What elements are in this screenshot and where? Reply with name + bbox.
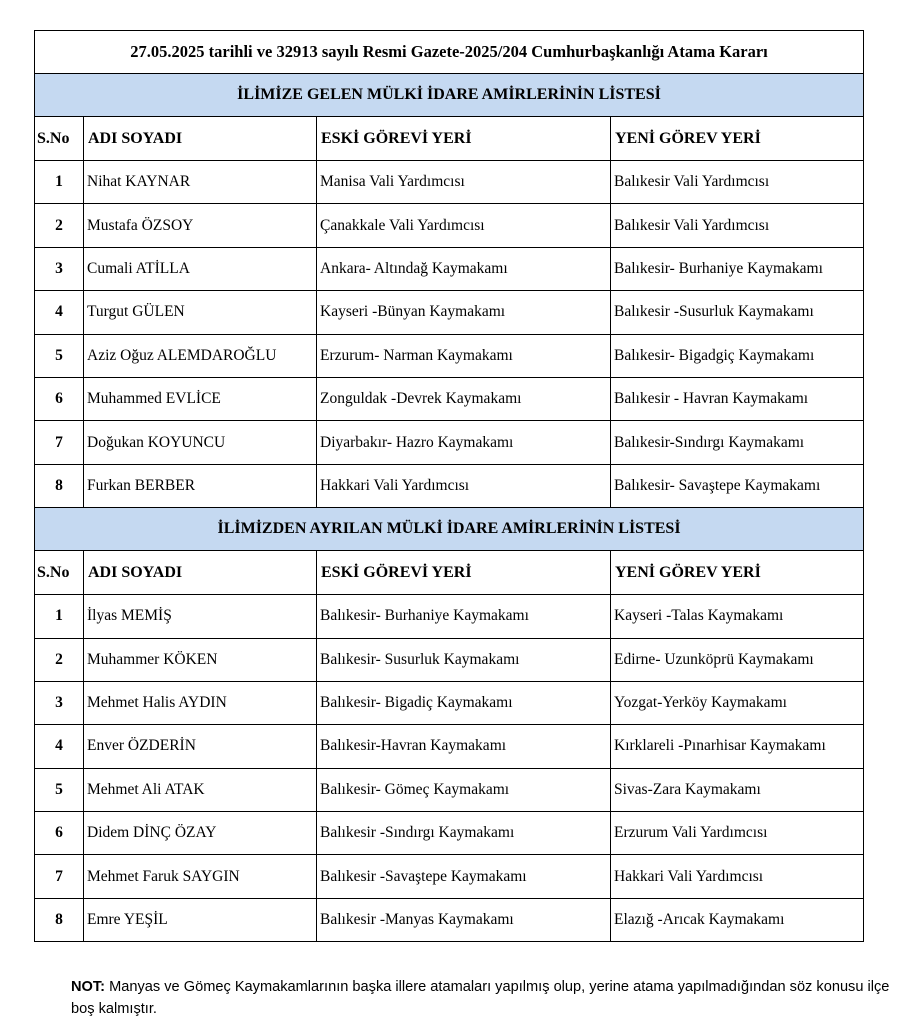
column-header-previous-post: ESKİ GÖREVİ YERİ [317,117,611,161]
row-number: 3 [35,681,84,724]
new-post: Kayseri -Talas Kaymakamı [611,595,864,638]
person-name: Mustafa ÖZSOY [84,204,317,247]
new-post: Balıkesir Vali Yardımcısı [611,204,864,247]
column-header-row-number: S.No [35,117,84,161]
row-number: 1 [35,595,84,638]
footnote-label: NOT: [71,979,106,995]
person-name: Aziz Oğuz ALEMDAROĞLU [84,334,317,377]
new-post: Yozgat-Yerköy Kaymakamı [611,681,864,724]
new-post: Balıkesir- Bigadgiç Kaymakamı [611,334,864,377]
document-title: 27.05.2025 tarihli ve 32913 sayılı Resmi Gazete-2025/204 Cumhurbaşkanlığı Atama Kararı [35,31,864,74]
person-name: Muhammer KÖKEN [84,638,317,681]
appointments-table [34,30,864,942]
column-header-new-post: YENİ GÖREV YERİ [611,551,864,595]
previous-post: Hakkari Vali Yardımcısı [317,464,611,507]
table-row [35,204,864,247]
table-row [35,812,864,855]
new-post: Balıkesir- Savaştepe Kaymakamı [611,464,864,507]
person-name: Furkan BERBER [84,464,317,507]
previous-post: Balıkesir- Bigadiç Kaymakamı [317,681,611,724]
column-header-person-name: ADI SOYADI [84,551,317,595]
table-row [35,464,864,507]
table-row [35,855,864,898]
person-name: Cumali ATİLLA [84,247,317,290]
table-row [35,421,864,464]
previous-post: Ankara- Altındağ Kaymakamı [317,247,611,290]
previous-post: Kayseri -Bünyan Kaymakamı [317,291,611,334]
row-number: 7 [35,421,84,464]
column-header-person-name: ADI SOYADI [84,117,317,161]
person-name: Mehmet Ali ATAK [84,768,317,811]
table-row [35,595,864,638]
row-number: 2 [35,638,84,681]
column-header-row-number: S.No [35,551,84,595]
previous-post: Erzurum- Narman Kaymakamı [317,334,611,377]
row-number: 7 [35,855,84,898]
row-number: 8 [35,464,84,507]
previous-post: Balıkesir -Manyas Kaymakamı [317,898,611,941]
table-row [35,768,864,811]
column-header-new-post: YENİ GÖREV YERİ [611,117,864,161]
person-name: Mehmet Halis AYDIN [84,681,317,724]
footnote-text: Manyas ve Gömeç Kaymakamlarının başka illere atamaları yapılmış olup, yerine atama yapılmadığından söz konusu ilçe boş kalmıştır. [71,979,890,1017]
document [34,30,890,1017]
previous-post: Balıkesir -Savaştepe Kaymakamı [317,855,611,898]
row-number: 5 [35,334,84,377]
table-row [35,681,864,724]
outgoing-section-column-header-row [35,551,864,595]
row-number: 8 [35,898,84,941]
table-row [35,898,864,941]
row-number: 6 [35,812,84,855]
previous-post: Diyarbakır- Hazro Kaymakamı [317,421,611,464]
table-row [35,334,864,377]
row-number: 5 [35,768,84,811]
table-row [35,725,864,768]
previous-post: Manisa Vali Yardımcısı [317,161,611,204]
person-name: Emre YEŞİL [84,898,317,941]
new-post: Hakkari Vali Yardımcısı [611,855,864,898]
outgoing-section-heading: İLİMİZDEN AYRILAN MÜLKİ İDARE AMİRLERİNİN LİSTESİ [35,508,864,551]
column-header-previous-post: ESKİ GÖREVİ YERİ [317,551,611,595]
row-number: 4 [35,291,84,334]
incoming-section-heading: İLİMİZE GELEN MÜLKİ İDARE AMİRLERİNİN LİSTESİ [35,74,864,117]
person-name: Mehmet Faruk SAYGIN [84,855,317,898]
new-post: Balıkesir- Burhaniye Kaymakamı [611,247,864,290]
previous-post: Balıkesir- Susurluk Kaymakamı [317,638,611,681]
new-post: Kırklareli -Pınarhisar Kaymakamı [611,725,864,768]
row-number: 3 [35,247,84,290]
table-row [35,377,864,420]
row-number: 1 [35,161,84,204]
new-post: Balıkesir - Havran Kaymakamı [611,377,864,420]
person-name: Didem DİNÇ ÖZAY [84,812,317,855]
table-row [35,247,864,290]
new-post: Balıkesir -Susurluk Kaymakamı [611,291,864,334]
previous-post: Çanakkale Vali Yardımcısı [317,204,611,247]
row-number: 6 [35,377,84,420]
new-post: Balıkesir-Sındırgı Kaymakamı [611,421,864,464]
previous-post: Zonguldak -Devrek Kaymakamı [317,377,611,420]
new-post: Erzurum Vali Yardımcısı [611,812,864,855]
previous-post: Balıkesir- Gömeç Kaymakamı [317,768,611,811]
new-post: Sivas-Zara Kaymakamı [611,768,864,811]
row-number: 2 [35,204,84,247]
person-name: İlyas MEMİŞ [84,595,317,638]
previous-post: Balıkesir- Burhaniye Kaymakamı [317,595,611,638]
person-name: Muhammed EVLİCE [84,377,317,420]
table-row [35,161,864,204]
person-name: Doğukan KOYUNCU [84,421,317,464]
table-row [35,291,864,334]
table-row [35,638,864,681]
person-name: Turgut GÜLEN [84,291,317,334]
previous-post: Balıkesir -Sındırgı Kaymakamı [317,812,611,855]
person-name: Nihat KAYNAR [84,161,317,204]
new-post: Balıkesir Vali Yardımcısı [611,161,864,204]
footnote [71,976,904,1020]
incoming-section-column-header-row [35,117,864,161]
new-post: Elazığ -Arıcak Kaymakamı [611,898,864,941]
previous-post: Balıkesir-Havran Kaymakamı [317,725,611,768]
person-name: Enver ÖZDERİN [84,725,317,768]
new-post: Edirne- Uzunköprü Kaymakamı [611,638,864,681]
row-number: 4 [35,725,84,768]
